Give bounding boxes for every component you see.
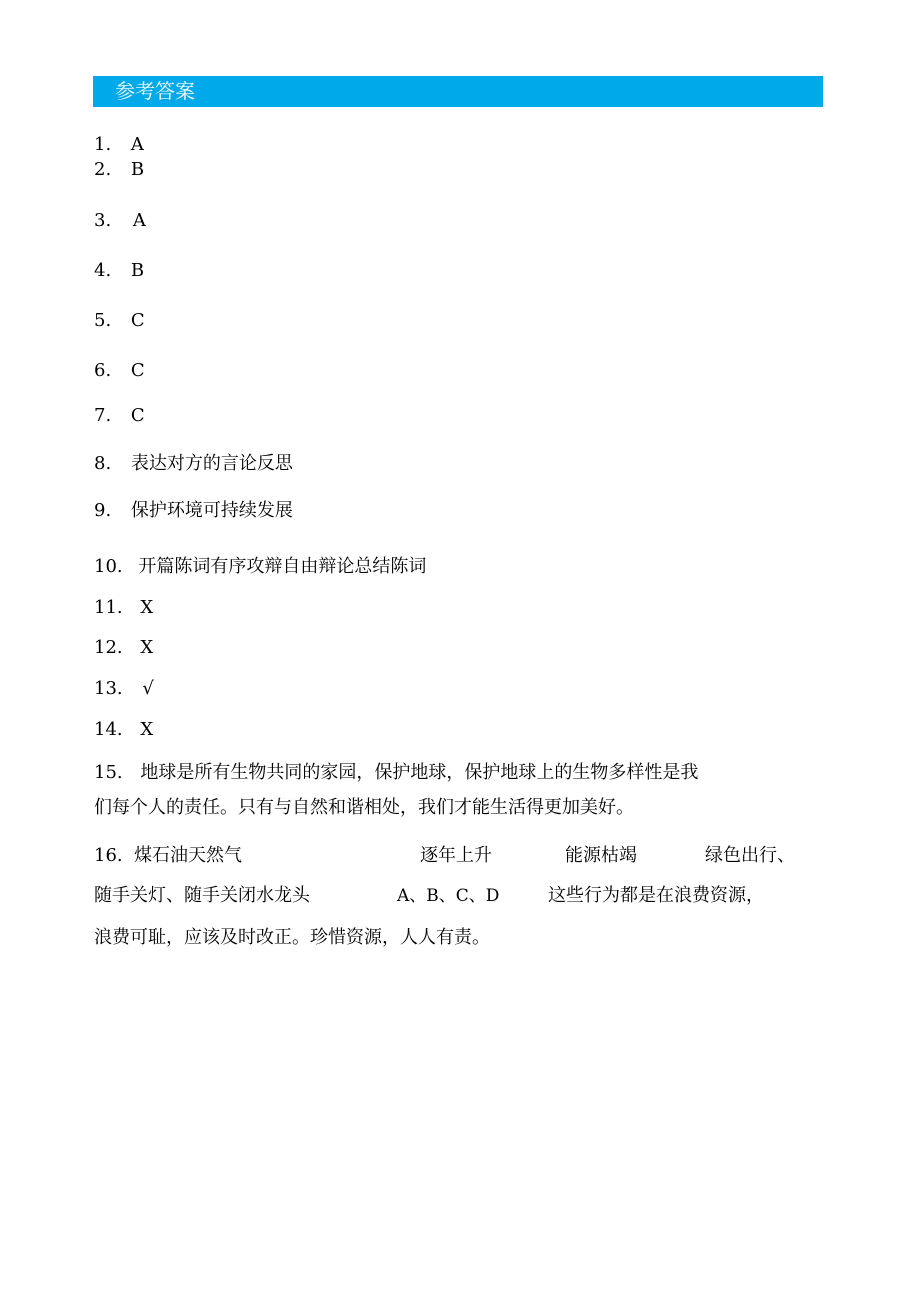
answer-16-options: A、B、C、D (397, 886, 500, 906)
answer-item-14 (94, 717, 153, 743)
answer-text: A (130, 134, 144, 155)
answer-text: 们每个人的责任。只有与自然和谐相处，我们才能生活得更加美好。 (94, 797, 634, 818)
answer-item-11 (94, 595, 153, 621)
answer-header-bar (93, 76, 823, 107)
answer-item-3 (94, 208, 146, 234)
answer-16-blank-4: 绿色出行、 (705, 845, 795, 866)
answer-text: C (130, 405, 145, 426)
answer-16-blank-1: 煤石油天然气 (134, 845, 242, 866)
answer-number: 11. (94, 597, 123, 618)
answer-text: C (130, 360, 145, 381)
answer-item-6 (94, 358, 145, 384)
answer-16-blank-2: 逐年上升 (420, 845, 492, 866)
answer-text: 地球是所有生物共同的家园，保护地球，保护地球上的生物多样性是我 (140, 762, 699, 783)
answer-text: B (130, 159, 145, 180)
answer-number: 9. (94, 500, 112, 521)
answer-number: 1. (94, 134, 112, 155)
answer-text: 保护环境可持续发展 (130, 500, 293, 521)
answer-item-12 (94, 635, 153, 661)
answer-item-15-line1 (94, 760, 698, 786)
answer-text: √ (142, 678, 154, 699)
answer-text: X (140, 719, 154, 740)
answer-text: B (130, 260, 145, 281)
answer-number: 7. (94, 405, 112, 426)
answer-number: 5. (94, 310, 112, 331)
answer-16-line2-part1: 随手关灯、随手关闭水龙头 (94, 885, 310, 906)
answer-text: X (140, 597, 154, 618)
answer-number: 15. (94, 762, 123, 783)
answer-item-9 (94, 498, 293, 524)
answer-text: C (130, 310, 145, 331)
answer-number: 3. (94, 210, 112, 231)
header-title: 参考答案 (115, 79, 195, 103)
answer-text: 表达对方的言论反思 (130, 453, 293, 474)
answer-item-10 (94, 554, 426, 580)
answer-item-2 (94, 157, 144, 183)
answer-number: 2. (94, 159, 112, 180)
answer-item-1 (94, 132, 144, 158)
answer-item-5 (94, 308, 145, 334)
answer-16-line3: 浪费可耻，应该及时改正。珍惜资源，人人有责。 (94, 927, 490, 948)
answer-item-4 (94, 258, 144, 284)
answer-number: 6. (94, 360, 112, 381)
answer-text: 开篇陈词有序攻辩自由辩论总结陈词 (138, 556, 427, 577)
answer-text: A (132, 210, 146, 231)
answer-number: 10. (94, 556, 123, 577)
answer-number: 14. (94, 719, 123, 740)
answer-number: 8. (94, 453, 112, 474)
answer-16-line2-part3: 这些行为都是在浪费资源， (548, 885, 764, 906)
answer-item-16-number: 16. (94, 845, 123, 866)
answer-number: 13. (94, 678, 123, 699)
answer-item-8 (94, 451, 293, 477)
answer-text: X (140, 637, 154, 658)
answer-item-15-line2 (94, 795, 634, 821)
answer-number: 4. (94, 260, 112, 281)
answer-16-blank-3: 能源枯竭 (565, 845, 637, 866)
answer-number: 12. (94, 637, 123, 658)
answer-item-13 (94, 676, 154, 702)
answer-item-7 (94, 403, 145, 429)
